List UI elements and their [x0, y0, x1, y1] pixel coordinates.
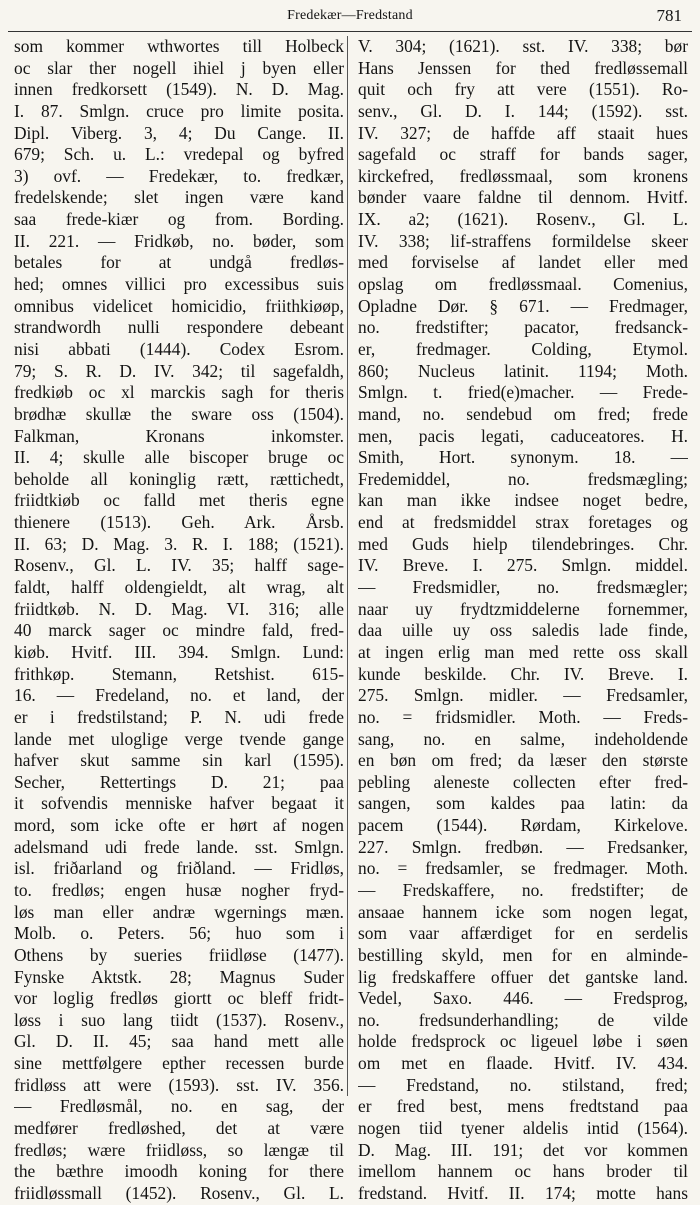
text-line: Fynske Aktstk. 28; Magnus Suder	[14, 966, 344, 987]
text-line: faldt, halff oldengieldt, alt wrag, alt	[14, 577, 344, 598]
text-line: fridløss att were (1593). sst. IV. 356.	[14, 1074, 344, 1095]
text-line: — Fredstand, no. stilstand, fred;	[358, 1074, 688, 1095]
text-line: saa frede-kiær og from. Bording.	[14, 209, 344, 230]
text-line: kirckefred, fredløssmaal, som kronens	[358, 165, 688, 186]
text-line: hed; omnes villici pro excessibus suis	[14, 274, 344, 295]
text-line: medfører fredløshed, det at være	[14, 1118, 344, 1139]
text-line: brødhæ skullæ the sware oss (1504).	[14, 403, 344, 424]
text-line: no. fredsunderhandling; de vilde	[358, 1009, 688, 1030]
text-line: 79; S. R. D. IV. 342; til sagefaldh,	[14, 360, 344, 381]
text-line: opslag om fredløssmaal. Comenius,	[358, 274, 688, 295]
text-line: — Fredskaffere, no. fredstifter; de	[358, 879, 688, 900]
text-line: mord, som icke ofte er hørt af nogen	[14, 815, 344, 836]
text-line: sang, no. en salme, indeholdende	[358, 728, 688, 749]
text-line: fredelskende; slet ingen være kand	[14, 187, 344, 208]
text-line: som vaar affærdiget for en serdelis	[358, 923, 688, 944]
text-line: Falkman, Kronans inkomster.	[14, 425, 344, 446]
text-line: thienere (1513). Geh. Ark. Årsb.	[14, 512, 344, 533]
text-line: — Fredløsmål, no. en sag, der	[14, 1096, 344, 1117]
text-line: IV. 338; lif-straffens formildelse skeer	[358, 230, 688, 251]
text-line: friidtkiøb oc falld met theris egne	[14, 490, 344, 511]
text-line: IV. Breve. I. 275. Smlgn. middel.	[358, 555, 688, 576]
text-line: 679; Sch. u. L.: vredepal og byfred	[14, 144, 344, 165]
text-line: D. Mag. III. 191; det vor kommen	[358, 1139, 688, 1160]
text-line: it sofvendis menniske hafver begaat it	[14, 793, 344, 814]
text-line: pacem (1544). Rørdam, Kirkelove.	[358, 815, 688, 836]
text-line: II. 4; skulle alle biscoper bruge oc	[14, 447, 344, 468]
text-line: sine mettfølgere epther recessen burde	[14, 1053, 344, 1074]
text-line: løs man eller andræ wgernings mæn.	[14, 901, 344, 922]
text-line: — Fredsmidler, no. fredsmægler;	[358, 577, 688, 598]
text-line: fredløs; wære friidløss, so længæ til	[14, 1139, 344, 1160]
text-line: Hans Jenssen for thed fredløssemall	[358, 57, 688, 78]
text-line: Molb. o. Peters. 56; huo som i	[14, 923, 344, 944]
text-line: to. fredløs; engen husæ nogher fryd-	[14, 879, 344, 900]
text-line: Dipl. Viberg. 3, 4; Du Cange. II.	[14, 122, 344, 143]
text-line: isl. friðarland og friðland. — Fridløs,	[14, 858, 344, 879]
text-line: Rosenv., Gl. L. IV. 35; halff sage-	[14, 555, 344, 576]
text-line: Smith, Hort. synonym. 18. —	[358, 447, 688, 468]
text-line: naar uy frydtzmiddelerne fornemmer,	[358, 598, 688, 619]
text-line: holde fredsprock oc ligeuel løbe i søen	[358, 1031, 688, 1052]
text-line: mand, no. sendebud om fred; frede	[358, 403, 688, 424]
text-line: nogen tiid tyener aldelis intid (1564).	[358, 1118, 688, 1139]
text-line: bønder vaare faldne til dennom. Hvitf.	[358, 187, 688, 208]
text-line: 227. Smlgn. fredbøn. — Fredsanker,	[358, 836, 688, 857]
text-line: II. 63; D. Mag. 3. R. I. 188; (1521).	[14, 533, 344, 554]
text-line: lig fredskaffere offuer det gantske land.	[358, 966, 688, 987]
text-line: sangen, som kaldes paa latin: da	[358, 793, 688, 814]
text-line: Secher, Rettertings D. 21; paa	[14, 771, 344, 792]
text-line: I. 87. Smlgn. cruce pro limite posita.	[14, 100, 344, 121]
text-line: adelsmand udi frede lande. sst. Smlgn.	[14, 836, 344, 857]
text-line: imellom hannem oc hans broder til	[358, 1161, 688, 1182]
text-line: ansaae hannem icke som nogen legat,	[358, 901, 688, 922]
text-line: som kommer wthwortes till Holbeck	[14, 36, 344, 56]
text-line: innen fredkorsett (1549). N. D. Mag.	[14, 79, 344, 100]
text-line: betales for at undgå fredløs-	[14, 252, 344, 273]
text-line: daa uille uy oss saledis lade finde,	[358, 620, 688, 641]
text-line: fredkiøb oc xl marckis sagh for theris	[14, 382, 344, 403]
text-line: lande met uloglige verge tvende gange	[14, 728, 344, 749]
text-line: med forviselse af landet eller med	[358, 252, 688, 273]
text-line: 3) ovf. — Fredekær, to. fredkær,	[14, 165, 344, 186]
left-column	[14, 36, 344, 1205]
text-line: er i fredstilstand; P. N. udi frede	[14, 706, 344, 727]
page-header	[0, 6, 700, 30]
text-line: the bæthre imoodh koning for there	[14, 1161, 344, 1182]
text-line: IV. 327; de haffde aff staait hues	[358, 122, 688, 143]
text-line: Vedel, Saxo. 446. — Fredsprog,	[358, 988, 688, 1009]
text-line: vor loglig fredløs giortt oc bleff fridt-	[14, 988, 344, 1009]
text-line: no. fredstifter; pacator, fredsanck-	[358, 317, 688, 338]
text-line: end at fredsmiddel strax foretages og	[358, 512, 688, 533]
text-line: 16. — Fredeland, no. et land, der	[14, 685, 344, 706]
text-line: IX. a2; (1621). Rosenv., Gl. L.	[358, 209, 688, 230]
running-head: Fredekær—Fredstand	[287, 8, 413, 23]
text-line: quit och fry att vere (1551). Ro-	[358, 79, 688, 100]
column-divider	[347, 36, 348, 1096]
text-line: løss i suo lang tiidt (1537). Rosenv.,	[14, 1009, 344, 1030]
text-line: er, fredmager. Colding, Etymol.	[358, 338, 688, 359]
text-line: om met en flaade. Hvitf. IV. 434.	[358, 1053, 688, 1074]
text-line: kiøb. Hvitf. III. 394. Smlgn. Lund:	[14, 641, 344, 662]
text-line: med Guds hielp tilendebringes. Chr.	[358, 533, 688, 554]
text-line: Fredemiddel, no. fredsmægling;	[358, 468, 688, 489]
text-line: no. = fredsamler, se fredmager. Moth.	[358, 858, 688, 879]
text-line: beholde all koninglig rætt, rættichedt,	[14, 468, 344, 489]
text-line: senv., Gl. D. I. 144; (1592). sst.	[358, 100, 688, 121]
text-line: 40 marck sager oc mindre fald, fred-	[14, 620, 344, 641]
text-line: oc slar ther nogell ihiel j byen eller	[14, 57, 344, 78]
text-line: hafver skut samme sin karl (1595).	[14, 750, 344, 771]
text-line: at ingen erlig man med rette oss skall	[358, 641, 688, 662]
text-line: kan man ikke indsee noget bedre,	[358, 490, 688, 511]
text-line: II. 221. — Fridkøb, no. bøder, som	[14, 230, 344, 251]
text-line: er fred best, mens fredtstand paa	[358, 1096, 688, 1117]
text-line: pebling aleneste collecten efter fred-	[358, 771, 688, 792]
text-line: no. = fridsmidler. Moth. — Freds-	[358, 706, 688, 727]
text-line: kunde beskilde. Chr. IV. Breve. I.	[358, 663, 688, 684]
text-line: friidtkøb. N. D. Mag. VI. 316; alle	[14, 598, 344, 619]
text-line: 860; Nucleus latinit. 1194; Moth.	[358, 360, 688, 381]
header-rule	[8, 31, 692, 32]
text-line: fredstand. Hvitf. II. 174; motte hans	[358, 1182, 688, 1203]
text-line: Opladne Dør. § 671. — Fredmager,	[358, 295, 688, 316]
text-line: en bøn om fred; da læser den største	[358, 750, 688, 771]
text-line: V. 304; (1621). sst. IV. 338; bør	[358, 36, 688, 56]
text-line: Gl. D. II. 45; saa hand mett alle	[14, 1031, 344, 1052]
text-line: Othens by sueries friidløse (1477).	[14, 944, 344, 965]
text-line: friidløssmall (1452). Rosenv., Gl. L.	[14, 1182, 344, 1203]
text-line: frithkøp. Stemann, Retshist. 615-	[14, 663, 344, 684]
text-line: bestilling skyld, men for en alminde-	[358, 944, 688, 965]
text-line: nisi abbati (1444). Codex Esrom.	[14, 338, 344, 359]
text-line: sagefald oc straff for bands sager,	[358, 144, 688, 165]
page-number: 781	[656, 6, 682, 25]
right-column	[358, 36, 688, 1205]
text-line: omnibus videlicet homicidio, friithkiøøp,	[14, 295, 344, 316]
text-line: Smlgn. t. fried(e)macher. — Frede-	[358, 382, 688, 403]
text-line: 275. Smlgn. midler. — Fredsamler,	[358, 685, 688, 706]
text-line: strandwordh nulli respondere debeant	[14, 317, 344, 338]
text-line: men, pacis legati, caduceatores. H.	[358, 425, 688, 446]
